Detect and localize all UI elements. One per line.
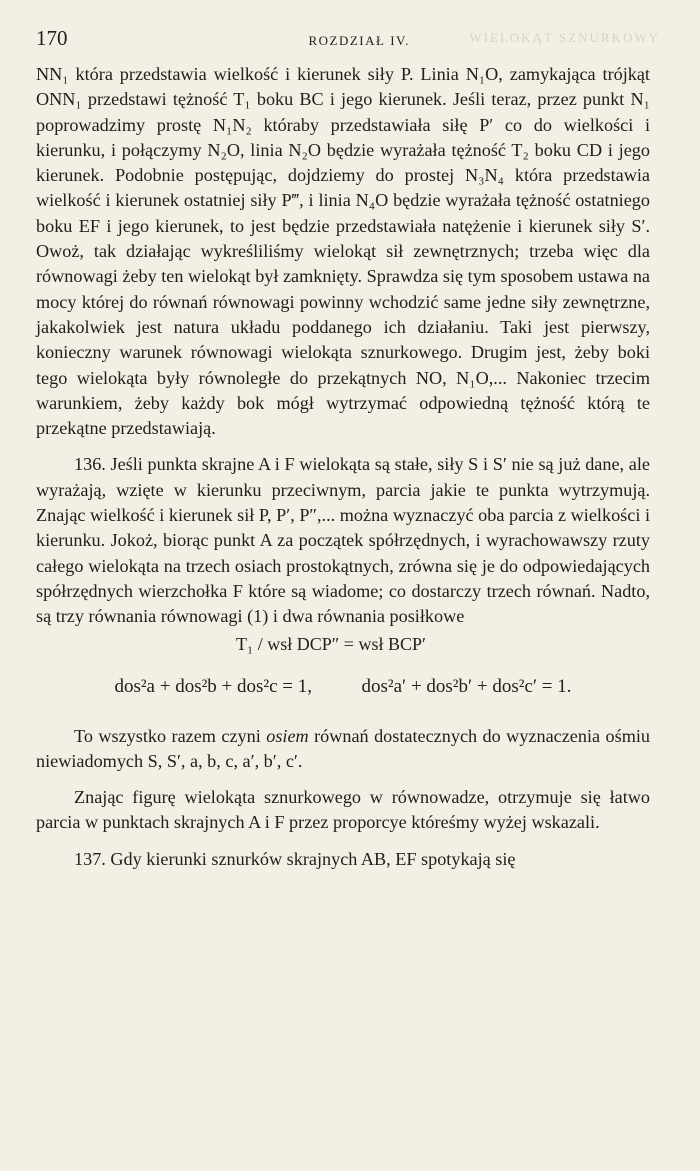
equation-right: dos²a′ + dos²b′ + dos²c′ = 1. (361, 675, 572, 697)
emphasis-osiem: osiem (266, 725, 309, 746)
bleed-through-text: WIELOKĄT SZNURKOWY (469, 30, 660, 45)
paragraph-unknowns-pre: To wszystko razem czyni (74, 725, 267, 746)
equation-left: dos²a + dos²b + dos²c = 1, (114, 675, 313, 697)
equation-cosines (36, 672, 650, 702)
paragraph-unknowns-post: równań dostatecznych do wyznaczenia ośmiu niewiadomych S, S′, a, b, c, a′, b′, c′. (36, 725, 650, 771)
paragraph-1: NN₁ która przedstawia wielkość i kierunek siły P. Linia N₁O, zamykająca trójkąt ONN₁ przedstawi tężność T₁ boku BC i jego kierunek. Jeśli teraz, przez punkt N₁ poprowadzimy prostę N₁N₂ któraby przedstawiała siłę P′ co do wielkości i kierunku, i połączymy N₂O, linia N₂O będzie wyrażała tężność T₂ boku CD i jego kierunek. Podobnie postępując, dojdziemy do prostej N₃N₄ która przedstawia wielkość i kierunek ostatniej siły P‴, i linia N₄O będzie wyrażała tężność ostatniego boku EF i jego kierunek, to jest będzie przedstawiała natężenie i kierunek siły S′. Owoż, tak działając wykreśliliśmy wielokąt sił zewnętrznych; trzeba więc dla równowagi żeby ten wielokąt był zamknięty. Sprawdza się tym sposobem ustawa na mocy której do równań równowagi powinny wchodzić same jedne siły zewnętrzne, jakakolwiek jest natura układu poddanego ich działaniu. Taki jest pierwszy, konieczny warunek równowagi wielokąta sznurkowego. Drugim jest, żeby boki tego wielokąta były równoległe do przekątnych NO, N₁O,... Nakoniec trzecim warunkiem, żeby każdy bok mógł wytrzymać odpowiedną tężność którą te przekątne przedstawiają. (36, 64, 651, 439)
paragraph-unknowns (36, 724, 650, 775)
formula-fragment: T₁ / wsł DCP″ = wsł BCP′ (236, 633, 426, 654)
running-head: ROZDZIAŁ IV. (308, 33, 410, 48)
page-number: 170 (36, 26, 68, 50)
paragraph-137: 137. Gdy kierunki sznurków skrajnych AB, EF spotykają się (74, 848, 516, 869)
paragraph-pressures: Znając figurę wielokąta sznurkowego w równowadze, otrzymuje się łatwo parcia w punktach skrajnych A i F przez proporcye któreśmy wyżej wskazali. (36, 787, 650, 833)
paragraph-136: 136. Jeśli punkta skrajne A i F wielokąta są stałe, siły S i S′ nie są już dane, ale wyrażają, wzięte w kierunku przeciwnym, parcia jakie te punkta wytrzymują. Znając wielkość i kierunek sił P, P′, P″,... można wyznaczyć oba parcia z wielkości i kierunku. Jokoż, biorąc punkt A za początek spółrzędnych, i wyrachowawszy rzuty całego wielokąta na trzech osiach prostokątnych, zrówna się je do odpowiedających spółrzędnych wierzchołka F które są wiadome; co dostarczy trzech równań. Nadto, są trzy równania równowagi (1) i dwa równania posiłkowe (36, 454, 650, 627)
page-body (36, 62, 650, 872)
